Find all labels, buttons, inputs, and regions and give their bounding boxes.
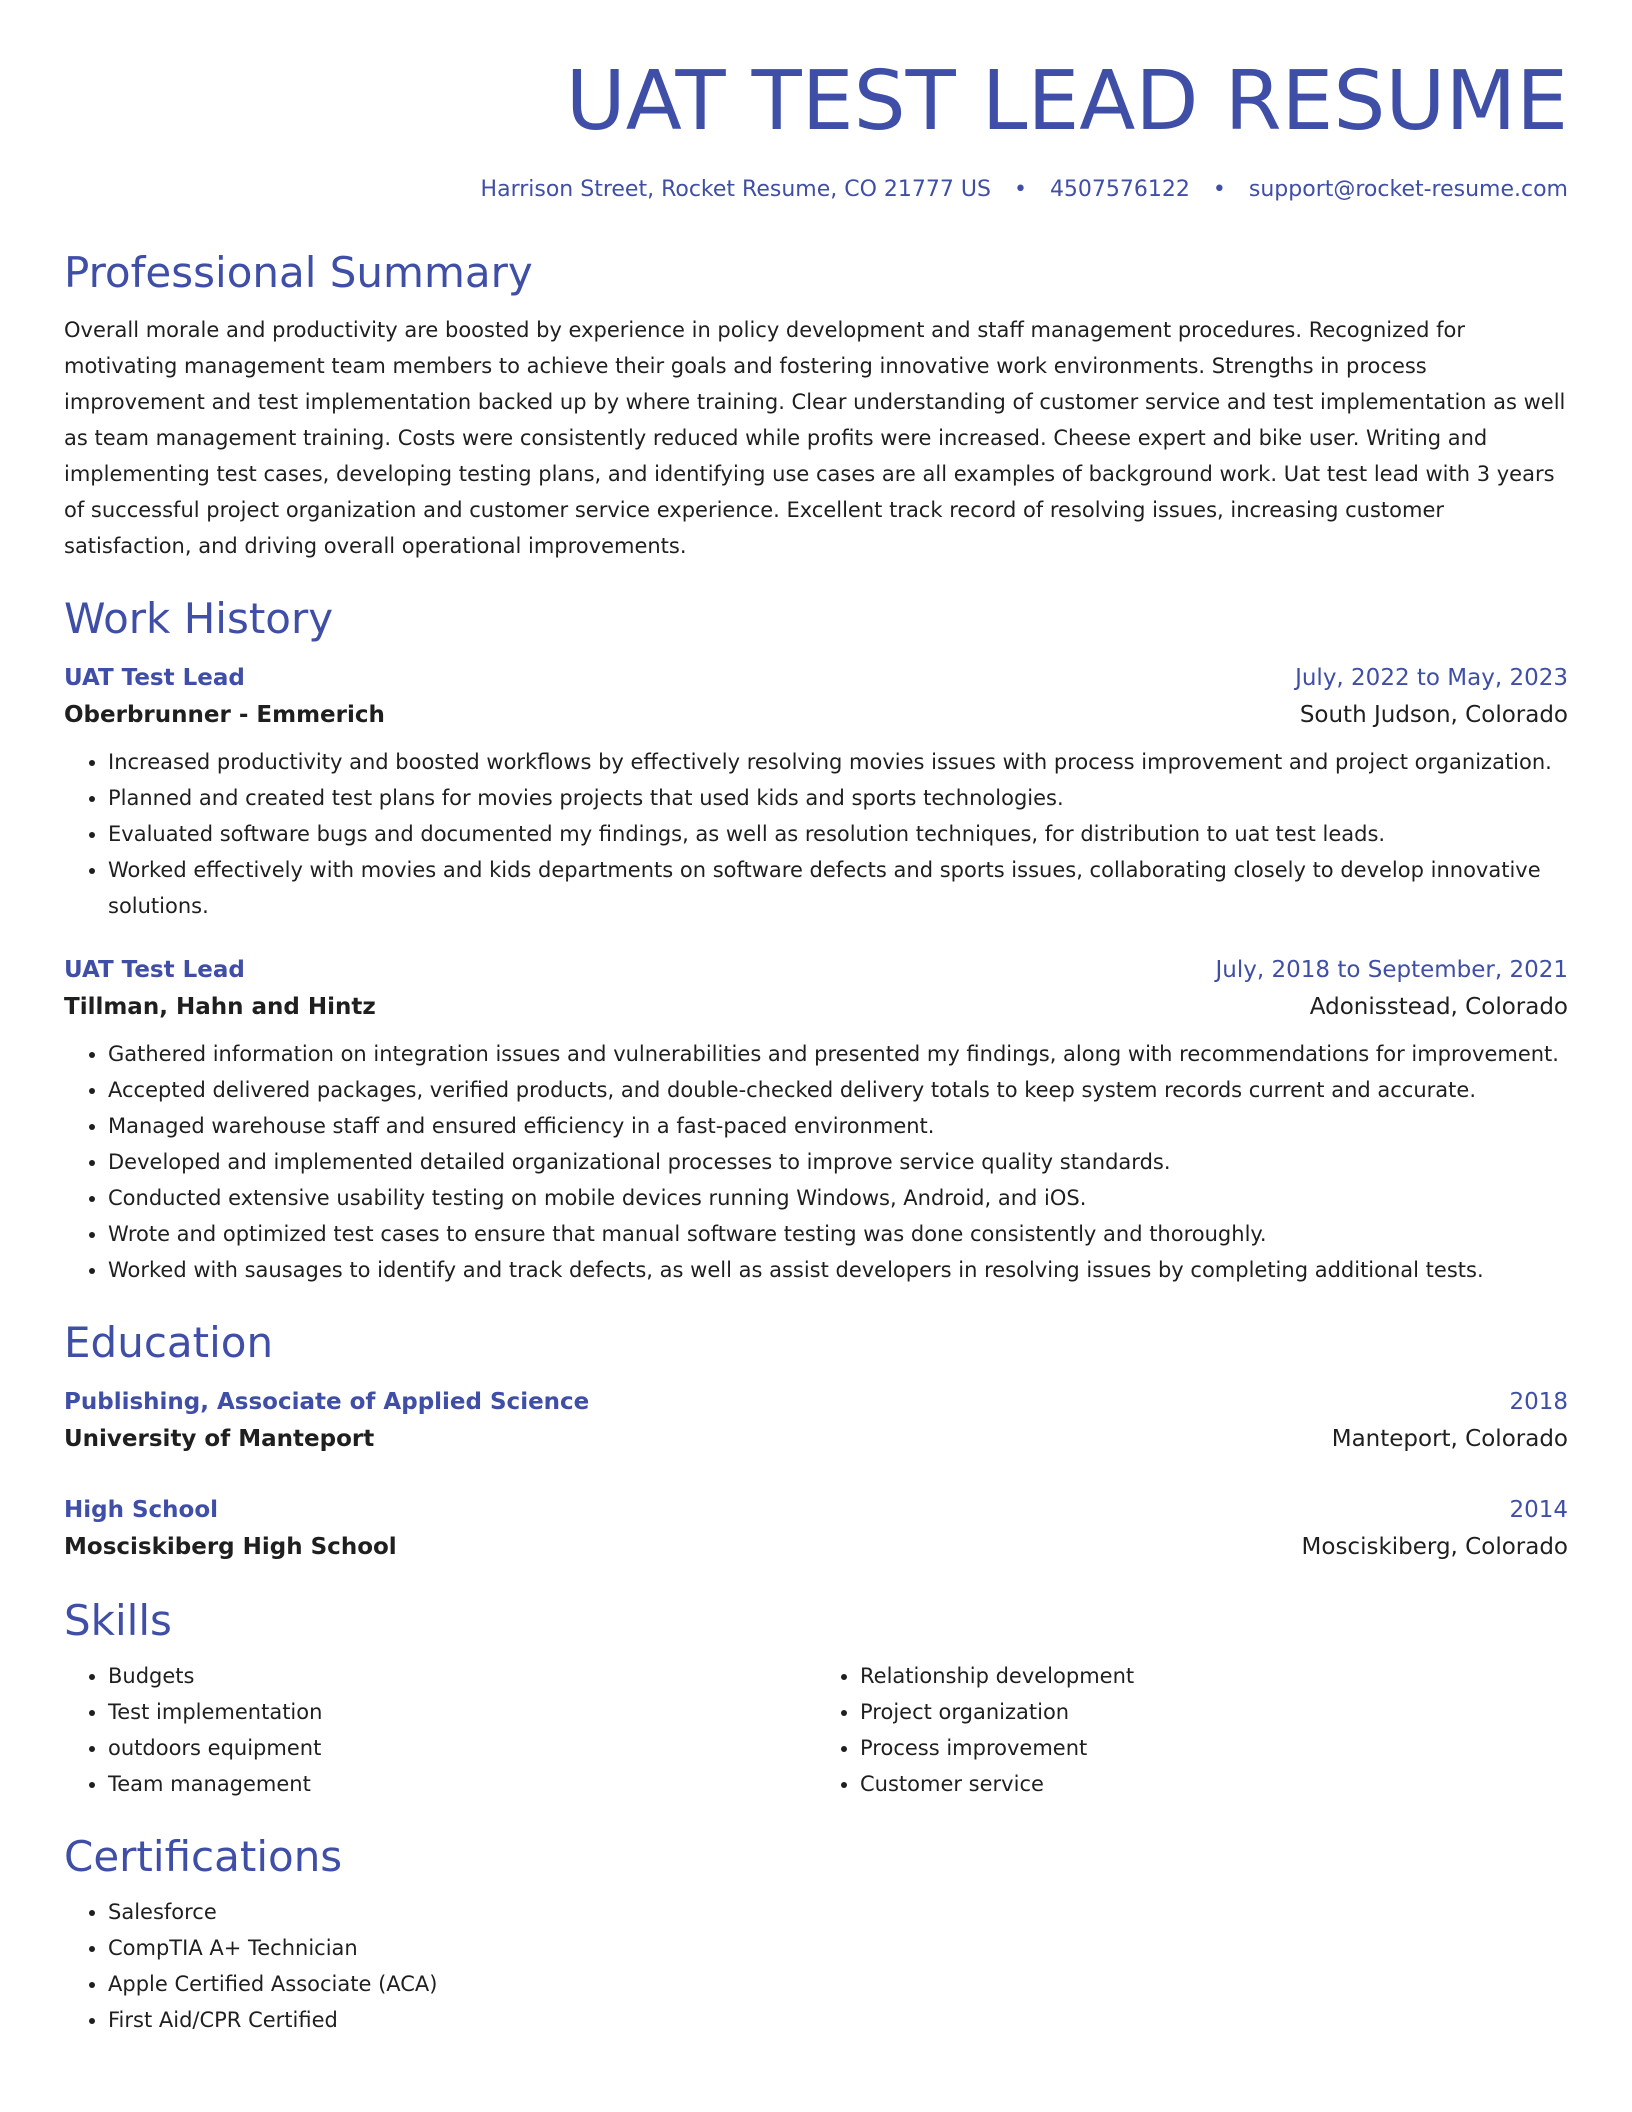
resume-name: UAT TEST LEAD RESUME bbox=[565, 54, 1568, 149]
summary-section bbox=[64, 246, 1568, 564]
education-entry bbox=[64, 1384, 1568, 1458]
job-bullet: • Worked with sausages to identify and track defects, as well as assist developers in resolving issues by completing additional tests. bbox=[108, 1252, 1568, 1288]
job-dates: July, 2018 to September, 2021 bbox=[1215, 957, 1568, 983]
education-year: 2014 bbox=[1509, 1497, 1568, 1523]
education-entry bbox=[64, 1492, 1568, 1566]
job-company: Tillman, Hahn and Hintz bbox=[64, 994, 376, 1020]
certification-item: • Salesforce bbox=[108, 1894, 1568, 1930]
skills-list bbox=[64, 1658, 816, 1802]
job-bullets bbox=[64, 744, 1568, 924]
summary-heading: Professional Summary bbox=[64, 248, 533, 297]
education-location: Mosciskiberg, Colorado bbox=[1301, 1534, 1568, 1560]
education-school: Mosciskiberg High School bbox=[64, 1534, 397, 1560]
education-degree: High School bbox=[64, 1497, 219, 1523]
contact-email[interactable]: support@rocket-resume.com bbox=[1248, 177, 1568, 202]
contact-line bbox=[64, 174, 1568, 206]
education-location: Manteport, Colorado bbox=[1331, 1426, 1568, 1452]
job-bullet: • Conducted extensive usability testing on mobile devices running Windows, Android, and iOS. bbox=[108, 1180, 1568, 1216]
skill-item: • Process improvement bbox=[860, 1730, 1568, 1766]
contact-phone: 4507576122 bbox=[1049, 177, 1190, 202]
work-history-section bbox=[64, 592, 1568, 1288]
education-degree: Publishing, Associate of Applied Science bbox=[64, 1389, 590, 1415]
job-bullet: • Planned and created test plans for movies projects that used kids and sports technologies. bbox=[108, 780, 1568, 816]
certification-item: • CompTIA A+ Technician bbox=[108, 1930, 1568, 1966]
contact-separator: • bbox=[1212, 177, 1226, 202]
certification-item: • Apple Certified Associate (ACA) bbox=[108, 1966, 1568, 2002]
job-location: South Judson, Colorado bbox=[1299, 702, 1568, 728]
skill-item: • Project organization bbox=[860, 1694, 1568, 1730]
job-company: Oberbrunner - Emmerich bbox=[64, 702, 385, 728]
resume-header bbox=[64, 0, 1568, 206]
certifications-list bbox=[64, 1894, 1568, 2038]
skill-item: • Customer service bbox=[860, 1766, 1568, 1802]
summary-text: Overall morale and productivity are boosted by experience in policy development and staff management procedures. Recognized for motivating management team members to achieve their goals and fostering innovative work environments. Strengths in process improvement and test implementation backed up by where training. Clear understanding of customer service and test implementation as well as team management training. Costs were consistently reduced while profits were increased. Cheese expert and bike user. Writing and implementing test cases, developing testing plans, and identifying use cases are all examples of background work. Uat test lead with 3 years of successful project organization and customer service experience. Excellent track record of resolving issues, increasing customer satisfaction, and driving overall operational improvements. bbox=[64, 318, 1566, 558]
skill-item: • Team management bbox=[108, 1766, 816, 1802]
skills-heading: Skills bbox=[64, 1596, 172, 1645]
job-location: Adonisstead, Colorado bbox=[1309, 994, 1568, 1020]
job-bullet: • Increased productivity and boosted workflows by effectively resolving movies issues with process improvement and project organization. bbox=[108, 744, 1568, 780]
skills-section bbox=[64, 1594, 1568, 1802]
job-entry bbox=[64, 660, 1568, 924]
education-section bbox=[64, 1316, 1568, 1566]
contact-separator: • bbox=[1013, 177, 1027, 202]
skills-column-left bbox=[64, 1648, 816, 1802]
job-bullet: • Wrote and optimized test cases to ensure that manual software testing was done consistently and thoroughly. bbox=[108, 1216, 1568, 1252]
job-bullet: • Gathered information on integration issues and vulnerabilities and presented my findings, along with recommendations for improvement. bbox=[108, 1036, 1568, 1072]
skills-columns bbox=[64, 1648, 1568, 1802]
work-history-heading: Work History bbox=[64, 594, 334, 643]
contact-address: Harrison Street, Rocket Resume, CO 21777 US bbox=[480, 177, 991, 202]
skills-list bbox=[816, 1658, 1568, 1802]
skill-item: • Test implementation bbox=[108, 1694, 816, 1730]
education-school: University of Manteport bbox=[64, 1426, 375, 1452]
job-bullet: • Developed and implemented detailed organizational processes to improve service quality standards. bbox=[108, 1144, 1568, 1180]
job-entry bbox=[64, 952, 1568, 1288]
skill-item: • outdoors equipment bbox=[108, 1730, 816, 1766]
certifications-heading: Certifications bbox=[64, 1832, 343, 1881]
job-bullets bbox=[64, 1036, 1568, 1288]
education-heading: Education bbox=[64, 1318, 274, 1367]
job-title: UAT Test Lead bbox=[64, 665, 245, 691]
job-title: UAT Test Lead bbox=[64, 957, 245, 983]
skill-item: • Budgets bbox=[108, 1658, 816, 1694]
certification-item: • First Aid/CPR Certified bbox=[108, 2002, 1568, 2038]
education-year: 2018 bbox=[1509, 1389, 1568, 1415]
job-bullet: • Evaluated software bugs and documented my findings, as well as resolution techniques, for distribution to uat test leads. bbox=[108, 816, 1568, 852]
certifications-section bbox=[64, 1830, 1568, 2038]
job-bullet: • Worked effectively with movies and kids departments on software defects and sports issues, collaborating closely to develop innovative solutions. bbox=[108, 852, 1568, 924]
job-bullet: • Managed warehouse staff and ensured efficiency in a fast-paced environment. bbox=[108, 1108, 1568, 1144]
job-bullet: • Accepted delivered packages, verified products, and double-checked delivery totals to keep system records current and accurate. bbox=[108, 1072, 1568, 1108]
job-dates: July, 2022 to May, 2023 bbox=[1295, 665, 1568, 691]
skill-item: • Relationship development bbox=[860, 1658, 1568, 1694]
skills-column-right bbox=[816, 1648, 1568, 1802]
